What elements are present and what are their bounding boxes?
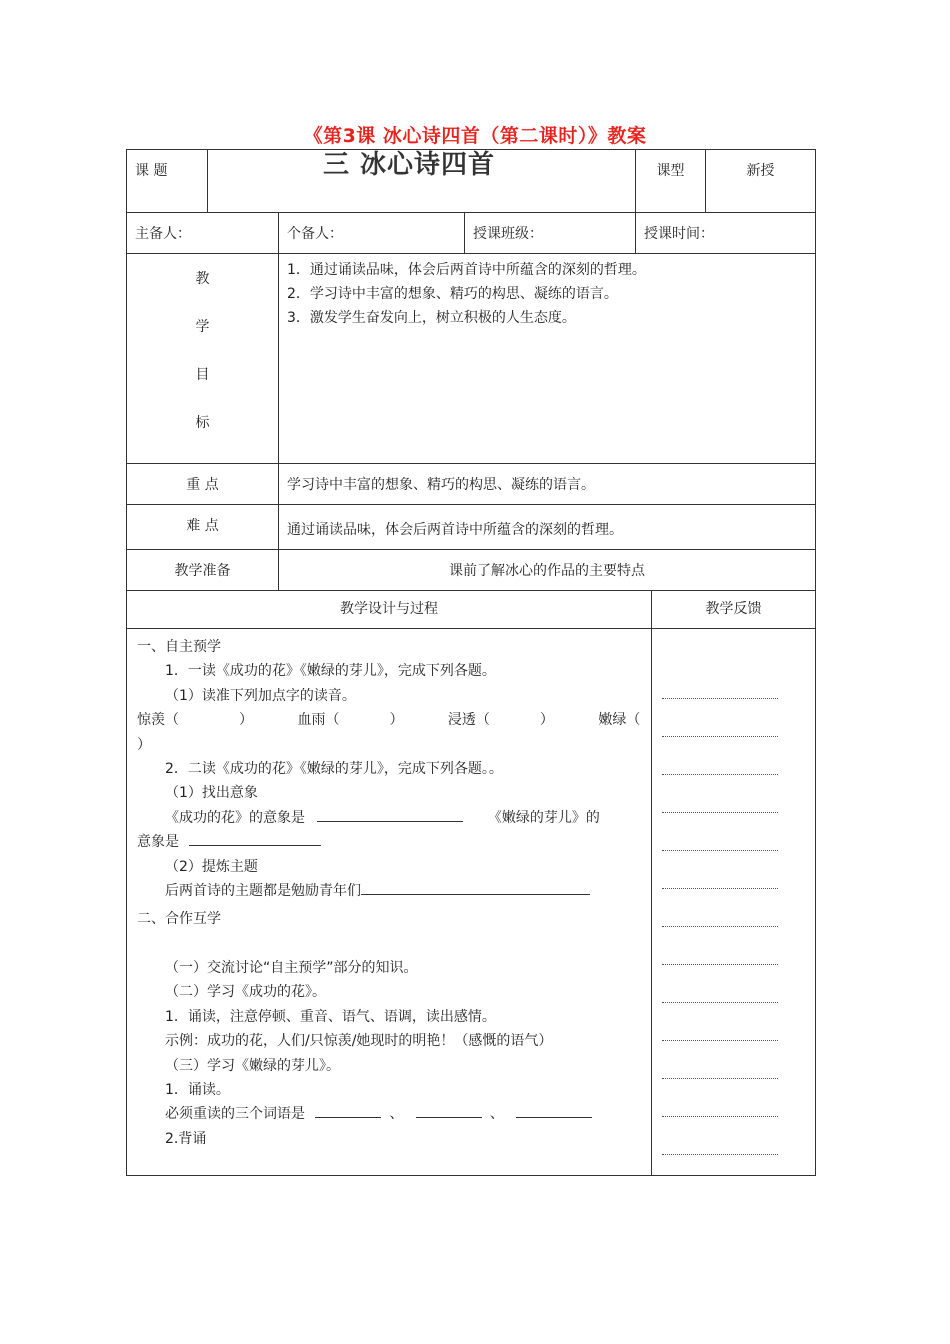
- objectives-label: [127, 254, 279, 464]
- type-label: 课型: [636, 150, 706, 213]
- theme-row: [137, 879, 641, 903]
- step: （三）学习《嫩绿的芽儿》。: [165, 1057, 340, 1074]
- question: （1）找出意象: [165, 785, 258, 802]
- key-point-text: 学习诗中丰富的想象、精巧的构思、凝练的语言。: [279, 464, 816, 505]
- section-title: 一、自主预学: [137, 639, 221, 655]
- feedback-header: 教学反馈: [652, 591, 816, 629]
- feedback-line[interactable]: [662, 1003, 778, 1041]
- answer-blank[interactable]: [516, 1103, 592, 1118]
- feedback-line[interactable]: [662, 775, 778, 813]
- step: 2.背诵: [165, 1130, 207, 1147]
- time-label: 授课时间：: [636, 213, 816, 254]
- step: 1．诵读，注意停顿、重音、语气、语调，读出感情。: [165, 1008, 496, 1025]
- answer-blank[interactable]: [416, 1103, 482, 1118]
- process-header: 教学设计与过程: [127, 591, 652, 629]
- step: （一）交流讨论“自主预学”部分的知识。: [165, 959, 418, 976]
- process-content: [127, 629, 652, 1176]
- paren: ）: [239, 712, 253, 729]
- word-nenlv: 嫩绿（: [598, 712, 641, 729]
- difficulty-label: 难 点: [127, 505, 279, 550]
- type-value: 新授: [706, 150, 816, 213]
- topic-value-cell: [208, 150, 636, 213]
- question: 2．二读《成功的花》《嫩绿的芽儿》，完成下列各题。。: [165, 761, 503, 778]
- word-jingxian: 惊羡（: [137, 712, 179, 729]
- feedback-line[interactable]: [662, 1079, 778, 1117]
- word-jintou: 浸透（: [447, 712, 490, 729]
- preparation-text: 课前了解冰心的作品的主要特点: [279, 550, 816, 591]
- individual-label: 个备人：: [279, 213, 465, 254]
- feedback-line[interactable]: [662, 1041, 778, 1079]
- stress-words-row: [137, 1102, 641, 1126]
- feedback-line[interactable]: [662, 1117, 778, 1155]
- feedback-line[interactable]: [662, 889, 778, 927]
- key-point-label: 重 点: [127, 464, 279, 505]
- difficulty-text: 通过诵读品味，体会后两首诗中所蕴含的深刻的哲理。: [279, 505, 816, 550]
- step: （二）学习《成功的花》。: [165, 984, 326, 1001]
- objective-item: 1．通过诵读品味，体会后两首诗中所蕴含的深刻的哲理。: [287, 262, 646, 278]
- feedback-line[interactable]: [662, 813, 778, 851]
- objectives-label-char: 目: [195, 367, 210, 383]
- objectives-label-char: 学: [195, 319, 210, 335]
- feedback-line[interactable]: [662, 965, 778, 1003]
- topic-label: 课 题: [127, 150, 208, 213]
- feedback-line[interactable]: [662, 699, 778, 737]
- imagery-label: 《成功的花》的意象是: [165, 809, 305, 826]
- feedback-line[interactable]: [662, 851, 778, 889]
- paren: ）: [389, 712, 404, 729]
- feedback-line[interactable]: [662, 737, 778, 775]
- imagery-row-2: [137, 830, 641, 854]
- imagery-row: [137, 806, 641, 830]
- answer-blank[interactable]: [189, 831, 321, 846]
- feedback-area: [652, 629, 816, 1176]
- paren-tail: ）: [137, 736, 151, 753]
- document-title: 《第3课 冰心诗四首（第二课时）》教案: [303, 125, 647, 147]
- feedback-line[interactable]: [662, 661, 778, 699]
- question: （2）提炼主题: [165, 858, 258, 875]
- answer-blank[interactable]: [315, 1103, 381, 1118]
- separator: 、: [489, 1106, 504, 1123]
- pronunciation-row: [137, 708, 641, 732]
- feedback-line[interactable]: [662, 927, 778, 965]
- stress-label: 必须重读的三个词语是: [165, 1106, 305, 1123]
- objective-item: 2．学习诗中丰富的想象、精巧的构思、凝练的语言。: [287, 286, 618, 302]
- objectives-label-char: 教: [195, 271, 210, 287]
- paren: ）: [539, 712, 554, 729]
- imagery-label: 《嫩绿的芽儿》的: [487, 809, 600, 826]
- lesson-plan-table: [126, 149, 815, 1176]
- answer-blank[interactable]: [317, 807, 463, 822]
- word-xueyu: 血雨（: [297, 712, 340, 729]
- answer-blank[interactable]: [506, 880, 590, 895]
- section-title: 二、合作互学: [137, 911, 221, 928]
- step: 1．诵读。: [165, 1081, 230, 1098]
- theme-label: 后两首诗的主题都是勉励青年们: [165, 883, 361, 900]
- objectives-list: [279, 254, 816, 464]
- imagery-label: 意象是: [137, 834, 179, 851]
- example: 示例：成功的花，人们/只惊羡/她现时的明艳！（感慨的语气）: [165, 1033, 553, 1050]
- host-label: 主备人：: [127, 213, 279, 254]
- class-label: 授课班级：: [465, 213, 636, 254]
- answer-blank[interactable]: [361, 880, 506, 895]
- objective-item: 3．激发学生奋发向上，树立积极的人生态度。: [287, 310, 576, 326]
- question: 1．一读《成功的花》《嫩绿的芽儿》，完成下列各题。: [165, 663, 496, 680]
- separator: 、: [389, 1106, 404, 1123]
- lesson-name: 三 冰心诗四首: [323, 150, 496, 180]
- objectives-label-char: 标: [195, 415, 210, 431]
- preparation-label: 教学准备: [127, 550, 279, 591]
- question: （1）读准下列加点字的读音。: [165, 687, 356, 704]
